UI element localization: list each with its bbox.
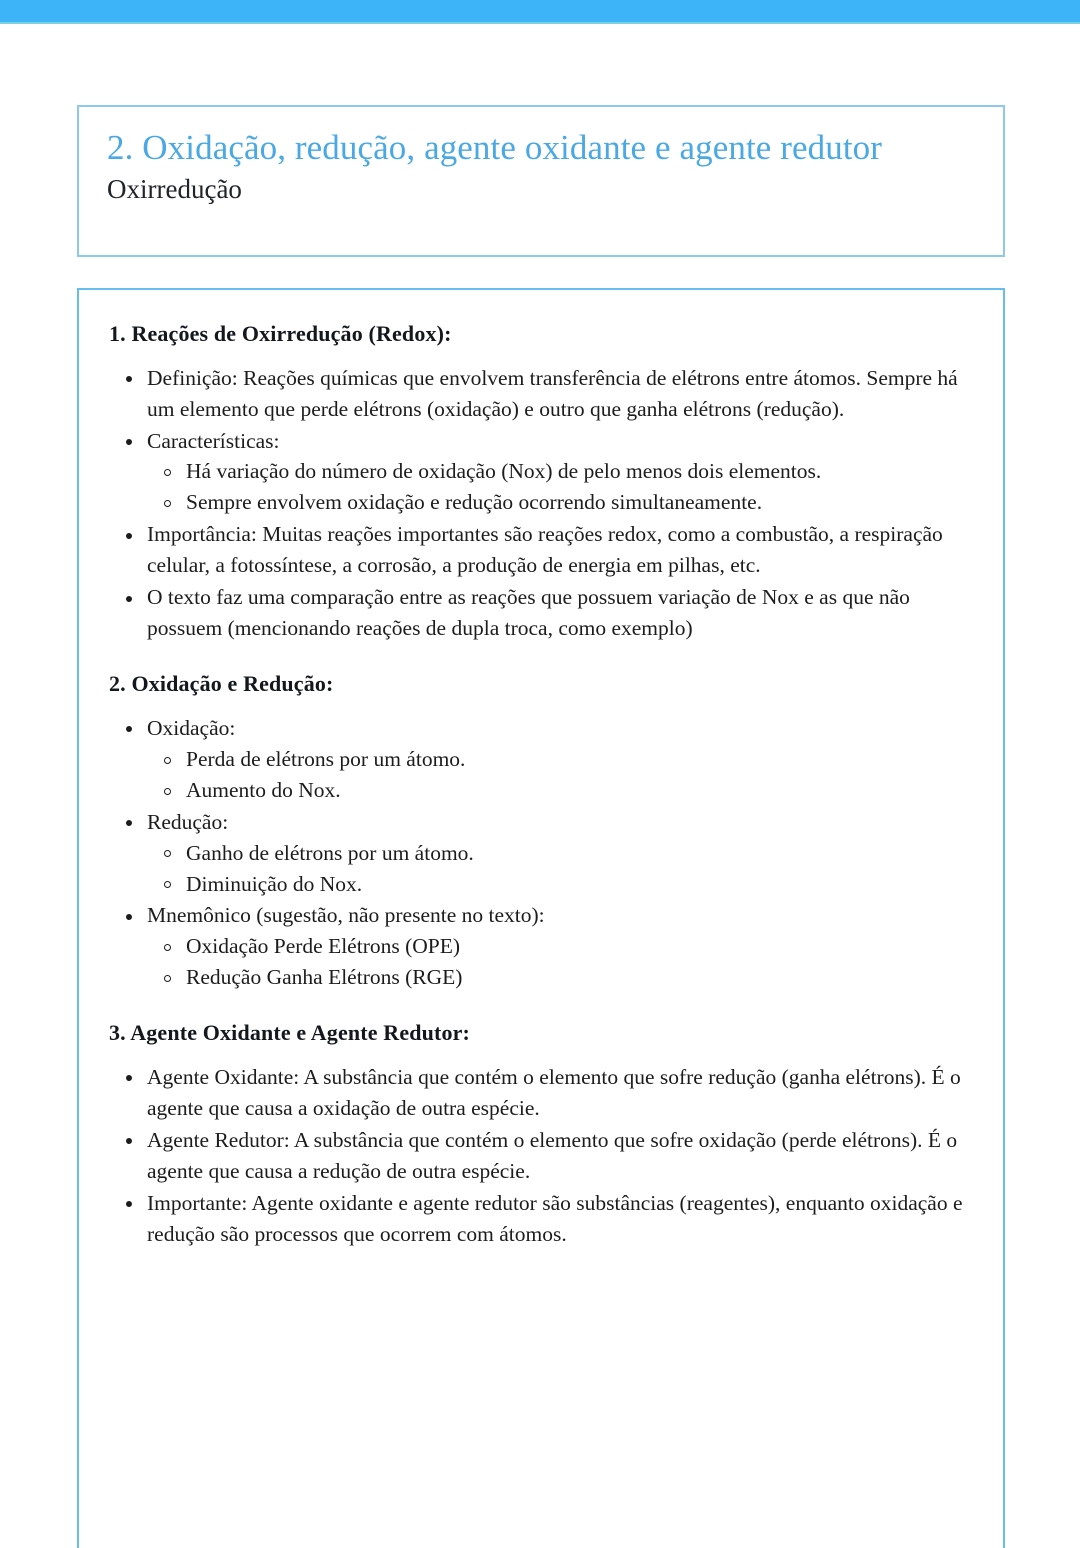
list-item xyxy=(109,1125,977,1187)
bullet-dot-icon xyxy=(126,820,132,826)
sub-list-item-label: Ganho de elétrons por um átomo. xyxy=(186,840,474,865)
sub-list-item-label: Perda de elétrons por um átomo. xyxy=(186,746,466,771)
list-item-label: O texto faz uma comparação entre as reações que possuem variação de Nox e as que não possuem (mencionando reações de dupla troca, como exemplo) xyxy=(147,585,910,641)
list-item-label: Agente Oxidante: A substância que contém o elemento que sofre redução (ganha elétrons). É o agente que causa a oxidação de outra espécie. xyxy=(147,1064,961,1120)
list-item-label: Características: xyxy=(147,428,280,453)
sections-container xyxy=(109,320,977,1250)
bullet-list xyxy=(109,363,977,645)
list-item xyxy=(109,713,977,806)
sub-list-item-label: Há variação do número de oxidação (Nox) de pelo menos dois elementos. xyxy=(186,459,822,484)
top-accent-bar-shadow xyxy=(0,22,1080,24)
sub-list-item xyxy=(147,775,977,806)
sub-list-item xyxy=(147,456,977,487)
sub-list-item xyxy=(147,487,977,518)
bullet-dot-icon xyxy=(126,1201,132,1207)
content-section xyxy=(109,670,977,993)
sub-list-item xyxy=(147,869,977,900)
sub-list-item-label: Sempre envolvem oxidação e redução ocorrendo simultaneamente. xyxy=(186,490,763,515)
page-title: 2. Oxidação, redução, agente oxidante e agente redutor xyxy=(107,128,883,167)
section-heading: 3. Agente Oxidante e Agente Redutor: xyxy=(109,1020,471,1046)
sub-bullet-list xyxy=(147,744,977,806)
list-item-label: Redução: xyxy=(147,809,229,834)
list-item xyxy=(109,519,977,581)
content-section xyxy=(109,1019,977,1249)
bullet-dot-icon xyxy=(126,726,132,732)
bullet-circle-icon xyxy=(164,757,171,764)
document-header-card xyxy=(77,105,1005,257)
page-subtitle: Oxirredução xyxy=(107,173,242,204)
sub-bullet-list xyxy=(147,456,977,518)
bullet-circle-icon xyxy=(164,881,171,888)
bullet-dot-icon xyxy=(126,1138,132,1144)
top-accent-bar xyxy=(0,0,1080,22)
bullet-list xyxy=(109,713,977,994)
content-section xyxy=(109,320,977,644)
sub-bullet-list xyxy=(147,931,977,993)
bullet-circle-icon xyxy=(164,500,171,507)
sub-list-item xyxy=(147,931,977,962)
bullet-list xyxy=(109,1062,977,1250)
list-item-label: Mnemônico (sugestão, não presente no texto): xyxy=(147,903,545,928)
bullet-dot-icon xyxy=(126,376,132,382)
list-item xyxy=(109,426,977,519)
section-heading: 1. Reações de Oxirredução (Redox): xyxy=(109,321,452,346)
section-heading: 2. Oxidação e Redução: xyxy=(109,671,334,697)
list-item-label: Oxidação: xyxy=(147,715,236,740)
sub-list-item-label: Oxidação Perde Elétrons (OPE) xyxy=(186,934,461,959)
bullet-circle-icon xyxy=(164,788,171,795)
bullet-dot-icon xyxy=(126,533,132,539)
list-item xyxy=(109,582,977,644)
bullet-circle-icon xyxy=(164,469,171,476)
sub-list-item xyxy=(147,962,977,993)
list-item xyxy=(109,363,977,425)
list-item xyxy=(109,1062,977,1124)
list-item-label: Definição: Reações químicas que envolvem transferência de elétrons entre átomos. Sempre há um elemento que perde elétrons (oxidação) e outro que ganha elétrons (redução). xyxy=(147,365,958,421)
bullet-dot-icon xyxy=(126,596,132,602)
list-item-label: Agente Redutor: A substância que contém o elemento que sofre oxidação (perde elétrons). É o agente que causa a redução de outra espécie. xyxy=(147,1127,958,1183)
bullet-circle-icon xyxy=(164,975,171,982)
bullet-circle-icon xyxy=(164,944,171,951)
document-content-card xyxy=(77,288,1005,1548)
list-item-label: Importância: Muitas reações importantes são reações redox, como a combustão, a respiração celular, a fotossíntese, a corrosão, a produção de energia em pilhas, etc. xyxy=(147,522,943,578)
sub-list-item-label: Diminuição do Nox. xyxy=(186,871,363,896)
bullet-circle-icon xyxy=(164,850,171,857)
sub-list-item xyxy=(147,744,977,775)
sub-list-item xyxy=(147,838,977,869)
list-item xyxy=(109,900,977,993)
bullet-dot-icon xyxy=(126,439,132,445)
sub-bullet-list xyxy=(147,838,977,900)
list-item xyxy=(109,807,977,900)
sub-list-item-label: Aumento do Nox. xyxy=(186,777,341,802)
list-item xyxy=(109,1188,977,1250)
list-item-label: Importante: Agente oxidante e agente redutor são substâncias (reagentes), enquanto oxidação e redução são processos que ocorrem com átomos. xyxy=(147,1190,963,1246)
bullet-dot-icon xyxy=(126,914,132,920)
bullet-dot-icon xyxy=(126,1075,132,1081)
sub-list-item-label: Redução Ganha Elétrons (RGE) xyxy=(186,965,463,990)
